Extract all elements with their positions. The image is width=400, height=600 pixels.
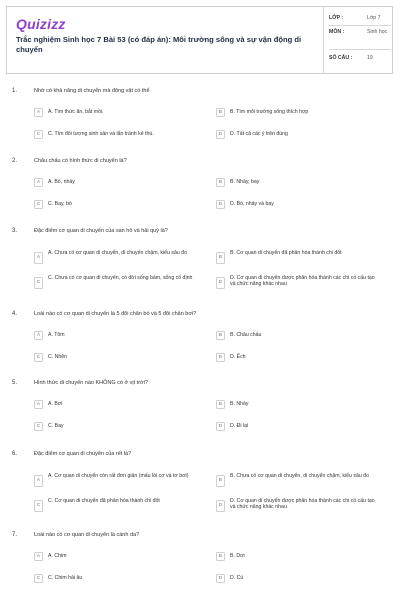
option-letter-box[interactable]: B [216, 331, 225, 340]
option-letter-box[interactable]: D [216, 422, 225, 431]
meta-grade-key: LỚP : [329, 15, 344, 21]
option-letter-box[interactable]: A [34, 400, 43, 409]
option-label: A. Chim [48, 553, 67, 559]
option-letter-box[interactable]: D [216, 500, 225, 512]
option-label: C. Nhện [48, 354, 68, 360]
question-number: 1. [12, 88, 18, 94]
option-letter-box[interactable]: D [216, 353, 225, 362]
option-letter-box[interactable]: A [34, 331, 43, 340]
question-text: Hình thức di chuyển nào KHÔNG có ở vịt trời? [34, 380, 148, 386]
option-letter-box[interactable]: D [216, 574, 225, 583]
question-number: 4. [12, 311, 18, 317]
option-label: D. Cú [230, 575, 244, 581]
option-letter-box[interactable]: C [34, 277, 43, 289]
question-text: Đặc điểm cơ quan di chuyển của san hô và hải quỳ là? [34, 228, 168, 234]
question-text: Nhờ có khả năng di chuyển mà động vật có thể [34, 88, 150, 94]
question-number: 3. [12, 228, 18, 234]
question-number: 2. [12, 158, 18, 164]
option-label: C. Chim hải âu [48, 575, 83, 581]
option-label: D. Tất cả các ý trên đúng [230, 131, 288, 137]
question-text: Châu chấu có hình thức di chuyển là? [34, 158, 127, 164]
question-number: 6. [12, 451, 18, 457]
quizizz-logo: Quizizz [16, 16, 66, 32]
option-label: B. Chưa có cơ quan di chuyển, di chuyển chậm, kiểu sâu đo [230, 473, 369, 479]
option-letter-box[interactable]: A [34, 178, 43, 187]
option-letter-box[interactable]: B [216, 400, 225, 409]
option-label: A. Cơ quan di chuyển còn rất đơn giản (mấu lồi cơ và tơ bơi) [48, 473, 189, 479]
option-label: A. Tìm thức ăn, bắt mồi. [48, 109, 104, 115]
option-label: D. Bò, nhảy và bay [230, 201, 274, 207]
question-text: Đặc điểm cơ quan di chuyển của rết là? [34, 451, 132, 457]
option-letter-box[interactable]: C [34, 353, 43, 362]
question-number: 5. [12, 380, 18, 386]
option-label: D. Ếch [230, 354, 246, 360]
option-letter-box[interactable]: D [216, 200, 225, 209]
option-letter-box[interactable]: C [34, 130, 43, 139]
meta-grade-value: Lớp 7 [367, 15, 381, 21]
option-label: B. Tìm môi trường sống thích hợp [230, 109, 309, 115]
option-label: B. Nhảy, bay [230, 179, 260, 185]
meta-count-key: SỐ CÂU : [329, 55, 353, 61]
option-label: B. Nhảy [230, 401, 249, 407]
option-letter-box[interactable]: D [216, 277, 225, 289]
option-label: D. Cơ quan di chuyển được phân hóa thành các chi có cấu tạo và chức năng khác nhau [230, 498, 375, 511]
meta-subject-value: Sinh học [367, 29, 388, 35]
worksheet-title: Trắc nghiệm Sinh học 7 Bài 53 (có đáp án): Môi trường sống và sự vận động di chuyển [16, 35, 302, 54]
option-label: A. Bò, nhảy [48, 179, 75, 185]
option-label: D. Cơ quan di chuyển được phân hóa thành các chi có cấu tạo và chức năng khác nhau [230, 275, 375, 288]
meta-subject-key: MÔN : [329, 29, 345, 35]
question-text: Loài nào có cơ quan di chuyển là cánh da? [34, 532, 140, 538]
option-letter-box[interactable]: B [216, 252, 225, 264]
option-label: C. Bay [48, 423, 64, 429]
option-letter-box[interactable]: B [216, 552, 225, 561]
option-label: A. Chưa có cơ quan di chuyển, di chuyển chậm, kiểu sâu đo [48, 250, 187, 256]
option-label: B. Châu chấu [230, 332, 262, 338]
meta-count-value: 19 [367, 55, 373, 61]
option-label: C. Bay, bò [48, 201, 72, 207]
option-label: D. Đi lại [230, 423, 249, 429]
option-letter-box[interactable]: A [34, 475, 43, 487]
option-label: C. Tìm đối tượng sinh sản và lẩn tránh kẻ thù. [48, 131, 154, 137]
option-letter-box[interactable]: B [216, 108, 225, 117]
question-text: Loài nào có cơ quan di chuyển là 5 đôi chân bò và 5 đôi chân bơi? [34, 311, 197, 317]
option-letter-box[interactable]: D [216, 130, 225, 139]
option-letter-box[interactable]: C [34, 500, 43, 512]
option-letter-box[interactable]: A [34, 252, 43, 264]
option-label: B. Dơi [230, 553, 245, 559]
option-letter-box[interactable]: B [216, 475, 225, 487]
option-label: C. Cơ quan di chuyển đã phân hóa thành chi đốt [48, 498, 160, 504]
option-label: C. Chưa có cơ quan di chuyển, có đời sống bám, sống cố định [48, 275, 193, 281]
header-divider [323, 7, 324, 73]
meta-separator [329, 49, 391, 50]
option-letter-box[interactable]: A [34, 552, 43, 561]
question-number: 7. [12, 532, 18, 538]
worksheet-header [6, 6, 393, 74]
meta-separator [329, 25, 391, 26]
option-letter-box[interactable]: C [34, 574, 43, 583]
option-label: B. Cơ quan di chuyển đã phân hóa thành chi đốt [230, 250, 342, 256]
option-label: A. Bơi [48, 401, 63, 407]
option-letter-box[interactable]: A [34, 108, 43, 117]
option-letter-box[interactable]: C [34, 422, 43, 431]
option-letter-box[interactable]: C [34, 200, 43, 209]
option-label: A. Tôm [48, 332, 65, 338]
option-letter-box[interactable]: B [216, 178, 225, 187]
